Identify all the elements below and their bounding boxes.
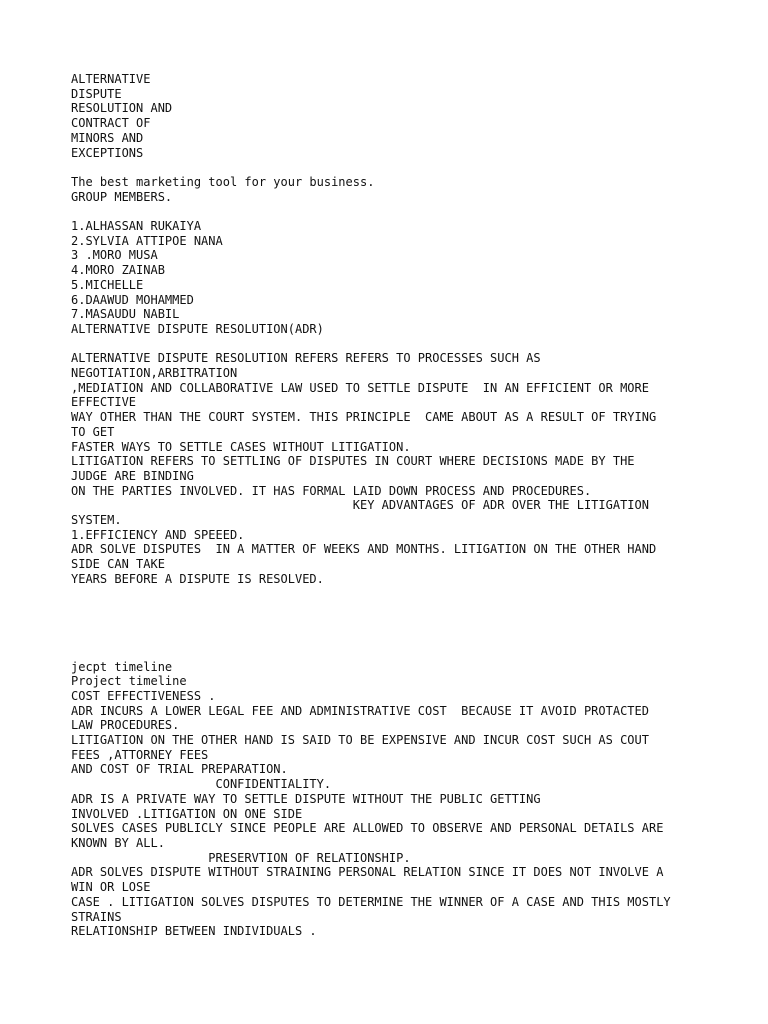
body-line: JUDGE ARE BINDING	[71, 468, 194, 483]
section-heading: KEY ADVANTAGES OF ADR OVER THE LITIGATION	[71, 498, 649, 513]
body-line: WIN OR LOSE	[71, 880, 151, 895]
adr-heading: ALTERNATIVE DISPUTE RESOLUTION(ADR)	[71, 321, 324, 336]
body-line: FASTER WAYS TO SETTLE CASES WITHOUT LITIGATION.	[71, 439, 411, 454]
body-line: ADR SOLVE DISPUTES IN A MATTER OF WEEKS AND MONTHS. LITIGATION ON THE OTHER HAND	[71, 542, 657, 557]
title-line: ALTERNATIVE	[71, 72, 151, 86]
body-line: KNOWN BY ALL.	[71, 836, 165, 850]
body-line: LITIGATION REFERS TO SETTLING OF DISPUTES IN COURT WHERE DECISIONS MADE BY THE	[71, 454, 635, 469]
body-line: ,MEDIATION AND COLLABORATIVE LAW USED TO SETTLE DISPUTE IN AN EFFICIENT OR MORE	[71, 380, 649, 395]
tagline: The best marketing tool for your business.	[71, 174, 375, 189]
body-line: STRAINS	[71, 909, 122, 924]
document-page	[71, 72, 711, 939]
member-item: 5.MICHELLE	[71, 277, 144, 292]
body-line: LAW PROCEDURES.	[71, 718, 180, 733]
title-line: MINORS AND	[71, 130, 144, 145]
title-line: DISPUTE	[71, 86, 122, 101]
member-item: 7.MASAUDU NABIL	[71, 307, 180, 322]
body-line: ALTERNATIVE DISPUTE RESOLUTION REFERS REFERS TO PROCESSES SUCH AS	[71, 351, 541, 366]
spacer	[71, 204, 711, 219]
spacer	[71, 160, 711, 175]
body-line: RELATIONSHIP BETWEEN INDIVIDUALS .	[71, 924, 317, 939]
body-line: ADR SOLVES DISPUTE WITHOUT STRAINING PERSONAL RELATION SINCE IT DOES NOT INVOLVE A	[71, 865, 664, 880]
section-heading: PRESERVTION OF RELATIONSHIP.	[71, 850, 411, 865]
member-item: 4.MORO ZAINAB	[71, 263, 165, 278]
title-line: EXCEPTIONS	[71, 145, 144, 160]
body-line: SIDE CAN TAKE	[71, 557, 165, 572]
body-line: EFFECTIVE	[71, 395, 137, 410]
body-line: AND COST OF TRIAL PREPARATION.	[71, 762, 288, 777]
body-section-2	[71, 660, 711, 939]
section-heading: CONFIDENTIALITY.	[71, 777, 332, 792]
member-item: 1.ALHASSAN RUKAIYA	[71, 219, 202, 233]
spacer	[71, 587, 711, 660]
member-item: 2.SYLVIA ATTIPOE NANA	[71, 233, 223, 248]
body-line: NEGOTIATION,ARBITRATION	[71, 366, 238, 381]
body-line: YEARS BEFORE A DISPUTE IS RESOLVED.	[71, 571, 324, 586]
title-line: RESOLUTION AND	[71, 101, 173, 116]
member-item: 6.DAAWUD MOHAMMED	[71, 292, 194, 307]
body-line: SOLVES CASES PUBLICLY SINCE PEOPLE ARE ALLOWED TO OBSERVE AND PERSONAL DETAILS ARE	[71, 821, 664, 836]
body-line: ADR INCURS A LOWER LEGAL FEE AND ADMINISTRATIVE COST BECAUSE IT AVOID PROTACTED	[71, 703, 649, 718]
body-line: LITIGATION ON THE OTHER HAND IS SAID TO BE EXPENSIVE AND INCUR COST SUCH AS COUT	[71, 733, 649, 748]
group-heading: GROUP MEMBERS.	[71, 189, 173, 204]
body-line: WAY OTHER THAN THE COURT SYSTEM. THIS PRINCIPLE CAME ABOUT AS A RESULT OF TRYING	[71, 410, 657, 425]
body-line: 1.EFFICIENCY AND SPEEED.	[71, 527, 245, 542]
body-line: ADR IS A PRIVATE WAY TO SETTLE DISPUTE WITHOUT THE PUBLIC GETTING	[71, 791, 541, 806]
body-section-1	[71, 351, 711, 586]
body-line: SYSTEM.	[71, 513, 122, 528]
title-line: CONTRACT OF	[71, 116, 151, 131]
body-line: CASE . LITIGATION SOLVES DISPUTES TO DETERMINE THE WINNER OF A CASE AND THIS MOSTLY	[71, 894, 671, 909]
title-block	[71, 72, 711, 160]
spacer	[71, 337, 711, 352]
body-line: Project timeline	[71, 674, 187, 689]
member-item: 3 .MORO MUSA	[71, 248, 158, 263]
body-line: FEES ,ATTORNEY FEES	[71, 747, 209, 762]
body-line: ON THE PARTIES INVOLVED. IT HAS FORMAL LAID DOWN PROCESS AND PROCEDURES.	[71, 483, 592, 498]
body-line: jecpt timeline	[71, 659, 173, 674]
section-heading: COST EFFECTIVENESS .	[71, 688, 216, 703]
member-list	[71, 219, 711, 322]
body-line: TO GET	[71, 424, 115, 439]
body-line: INVOLVED .LITIGATION ON ONE SIDE	[71, 806, 303, 821]
